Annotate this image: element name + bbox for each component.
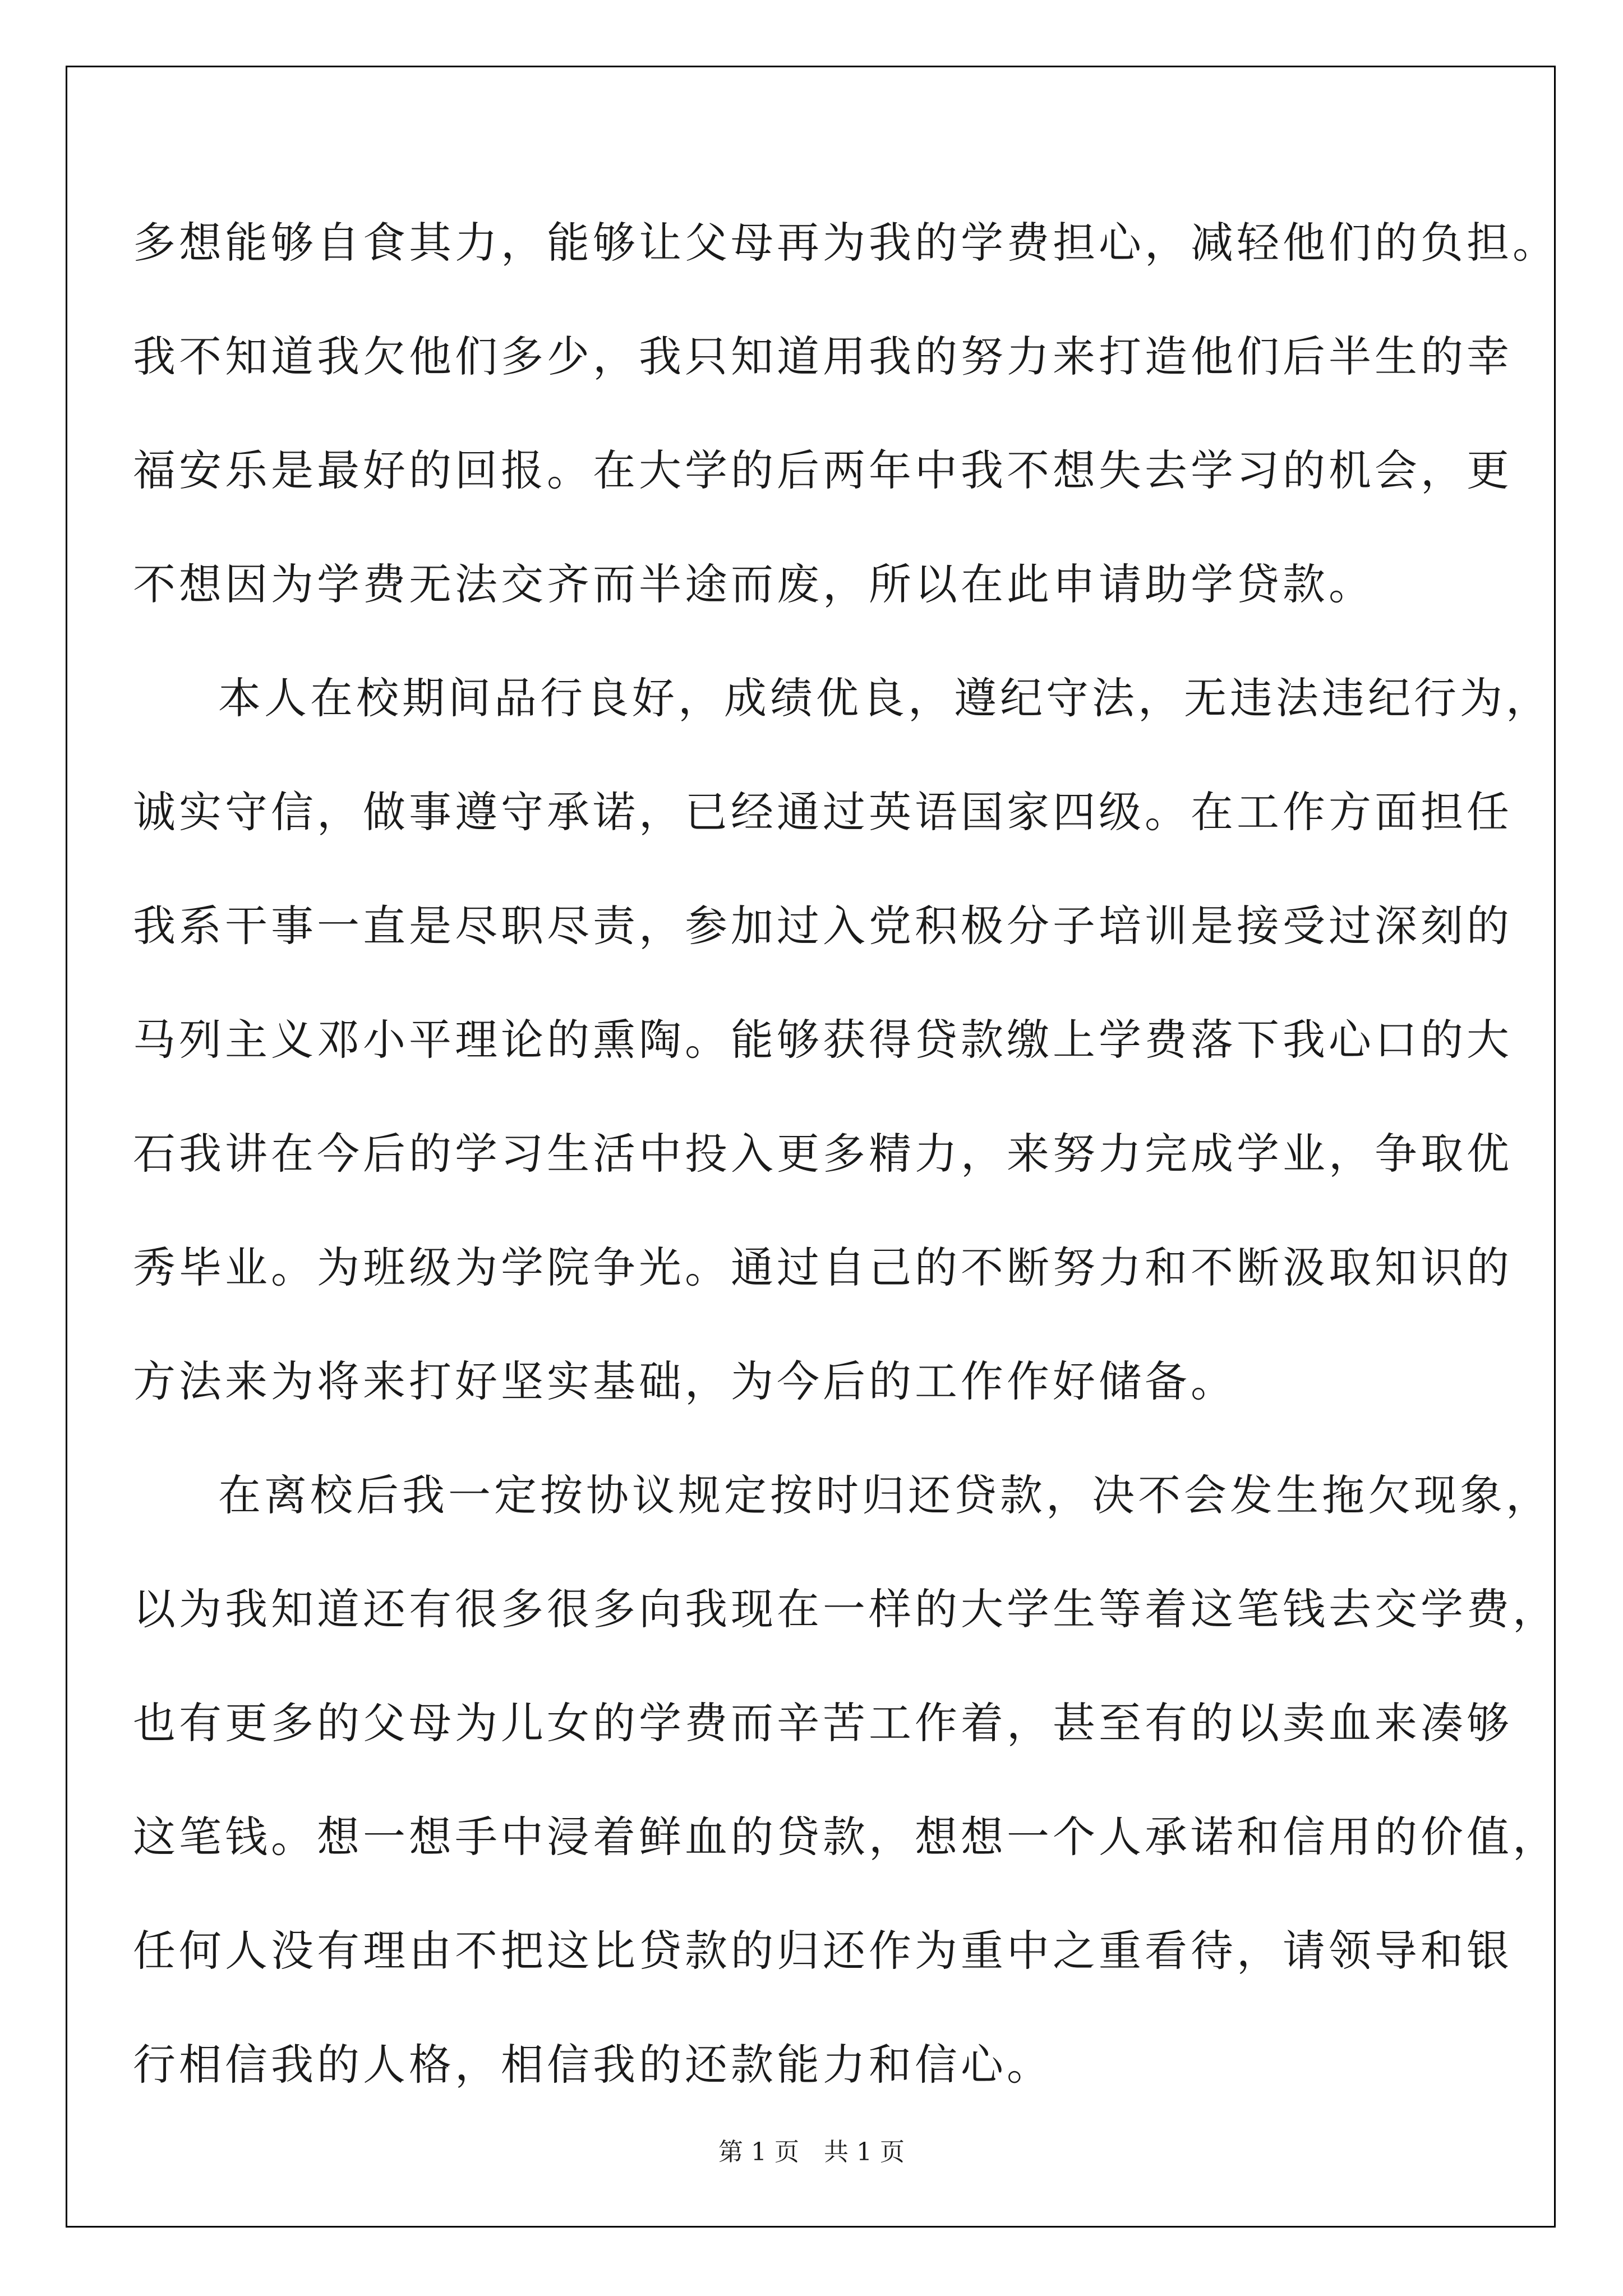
text-line: 秀毕业。为班级为学院争光。通过自己的不断努力和不断汲取知识的 bbox=[133, 1243, 1513, 1292]
text-line: 这笔钱。想一想手中浸着鲜血的贷款，想想一个人承诺和信用的价值， bbox=[133, 1812, 1559, 1862]
text-line: 以为我知道还有很多很多向我现在一样的大学生等着这笔钱去交学费， bbox=[133, 1584, 1559, 1634]
document-body bbox=[133, 209, 1559, 2145]
text-line: 行相信我的人格，相信我的还款能力和信心。 bbox=[133, 2040, 1053, 2090]
text-line: 我系干事一直是尽职尽责，参加过入党积极分子培训是接受过深刻的 bbox=[133, 901, 1513, 951]
text-line: 也有更多的父母为儿女的学费而辛苦工作着，甚至有的以卖血来凑够 bbox=[133, 1698, 1513, 1748]
text-line: 多想能够自食其力，能够让父母再为我的学费担心，减轻他们的负担。 bbox=[133, 218, 1559, 268]
text-line: 福安乐是最好的回报。在大学的后两年中我不想失去学习的机会，更 bbox=[133, 445, 1513, 495]
text-line: 我不知道我欠他们多少，我只知道用我的努力来打造他们后半生的幸 bbox=[133, 332, 1513, 381]
text-line: 诚实守信，做事遵守承诺，已经通过英语国家四级。在工作方面担任 bbox=[133, 787, 1513, 837]
text-line: 石我讲在今后的学习生活中投入更多精力，来努力完成学业，争取优 bbox=[133, 1129, 1513, 1179]
text-line: 本人在校期间品行良好，成绩优良，遵纪守法，无违法违纪行为， bbox=[218, 673, 1552, 723]
text-line: 在离校后我一定按协议规定按时归还贷款，决不会发生拖欠现象， bbox=[218, 1470, 1552, 1520]
text-line: 马列主义邓小平理论的熏陶。能够获得贷款缴上学费落下我心口的大 bbox=[133, 1015, 1513, 1065]
text-line: 任何人没有理由不把这比贷款的归还作为重中之重看待，请领导和银 bbox=[133, 1926, 1513, 1976]
page-number-footer: 第 1 页 共 1 页 bbox=[718, 2138, 905, 2166]
text-line: 方法来为将来打好坚实基础，为今后的工作作好储备。 bbox=[133, 1356, 1237, 1406]
text-line: 不想因为学费无法交齐而半途而废，所以在此申请助学贷款。 bbox=[133, 559, 1375, 609]
